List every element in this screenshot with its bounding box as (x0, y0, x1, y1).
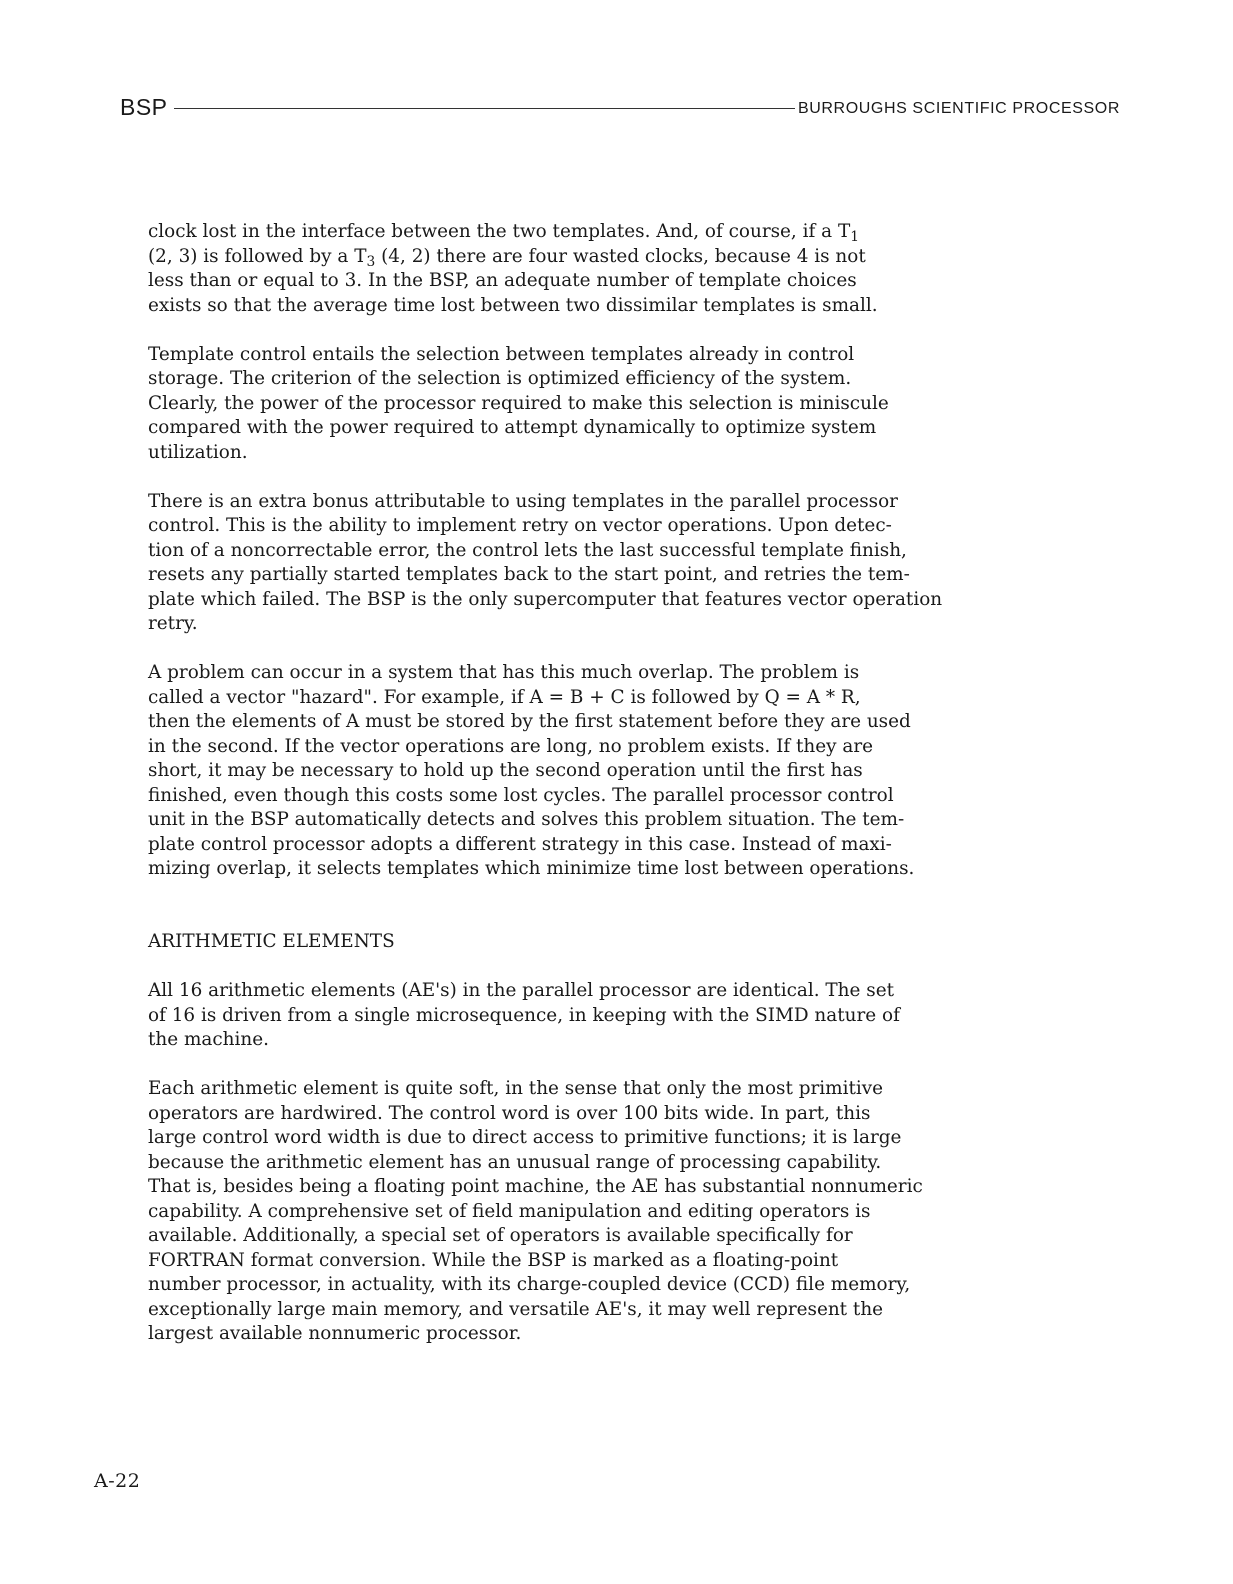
text-line: called a vector "hazard". For example, if A = B + C is followed by Q = A * R, (148, 686, 861, 708)
body-text (148, 220, 1108, 1371)
text-line: the machine. (148, 1029, 269, 1050)
text-line: compared with the power required to attempt dynamically to optimize system (148, 417, 877, 438)
header-rule (174, 108, 795, 109)
header-right-title: BURROUGHS SCIENTIFIC PROCESSOR (797, 99, 1120, 117)
text-line: control. This is the ability to implement retry on vector operations. Upon detec- (148, 515, 892, 536)
text-line: in the second. If the vector operations are long, no problem exists. If they are (148, 735, 874, 757)
text-line: plate control processor adopts a different strategy in this case. Instead of maxi- (148, 833, 892, 855)
text-line: finished, even though this costs some lost cycles. The parallel processor control (148, 784, 894, 806)
text-line: (2, 3) is followed by a $T_3$ (4, 2) there are four wasted clocks, because 4 is not (148, 245, 866, 270)
page-number: A-22 (94, 1470, 141, 1492)
subscript: 3 (366, 253, 376, 270)
text-line: clock lost in the interface between the two templates. And, of course, if a $T_1$ (148, 221, 860, 245)
text-line: because the arithmetic element has an unusual range of processing capability. (148, 1151, 882, 1173)
text-line: then the elements of A must be stored by the first statement before they are used (148, 711, 911, 732)
text-line: A problem can occur in a system that has this much overlap. The problem is (148, 662, 860, 683)
page-header (120, 92, 1120, 122)
paragraph-ae-capability (148, 1077, 1108, 1347)
text-line: exceptionally large main memory, and versatile AE's, it may well represent the (148, 1298, 884, 1320)
text-line: unit in the BSP automatically detects and solves this problem situation. The tem- (148, 809, 905, 830)
text-line: available. Additionally, a special set of operators is available specifically for (148, 1225, 853, 1246)
text-line: of 16 is driven from a single microsequence, in keeping with the SIMD nature of (148, 1004, 900, 1026)
paragraph-retry-bonus (148, 490, 1108, 637)
text-line: storage. The criterion of the selection is optimized efficiency of the system. (148, 368, 852, 389)
text-line: All 16 arithmetic elements (AE's) in the parallel processor are identical. The set (148, 980, 894, 1001)
text-line: large control word width is due to direct access to primitive functions; it is large (148, 1127, 902, 1148)
text-line: exists so that the average time lost between two dissimilar templates is small. (148, 294, 878, 316)
text-line: There is an extra bonus attributable to using templates in the parallel processor (148, 490, 898, 512)
text-line: Template control entails the selection between templates already in control (148, 343, 855, 365)
paragraph-ae-identical (148, 979, 1108, 1053)
text-line: short, it may be necessary to hold up the second operation until the first has (148, 760, 863, 781)
text-line: mizing overlap, it selects templates which minimize time lost between operations. (148, 858, 915, 879)
text-line: That is, besides being a floating point machine, the AE has substantial nonnumeric (148, 1176, 923, 1197)
text-line: resets any partially started templates back to the start point, and retries the tem- (148, 564, 910, 585)
text-line: utilization. (148, 441, 248, 463)
text-line: retry. (148, 613, 198, 634)
text-line: less than or equal to 3. In the BSP, an adequate number of template choices (148, 270, 857, 291)
paragraph-template-control (148, 343, 1108, 466)
section-heading-arithmetic-elements: ARITHMETIC ELEMENTS (148, 931, 395, 952)
text-line: Each arithmetic element is quite soft, in the sense that only the most primitive (148, 1078, 884, 1099)
text-line: capability. A comprehensive set of field manipulation and editing operators is (148, 1200, 871, 1222)
subscript: 1 (850, 228, 860, 245)
text-line: Clearly, the power of the processor required to make this selection is miniscule (148, 392, 889, 414)
text-line: operators are hardwired. The control word is over 100 bits wide. In part, this (148, 1102, 871, 1124)
paragraph-template-interface (148, 220, 1108, 318)
paragraph-vector-hazard (148, 661, 1108, 882)
header-left-title: BSP (120, 93, 168, 120)
text-line: plate which failed. The BSP is the only supercomputer that features vector operation (148, 588, 943, 610)
text-line: FORTRAN format conversion. While the BSP is marked as a floating-point (148, 1249, 839, 1271)
text-line: largest available nonnumeric processor. (148, 1323, 522, 1344)
text-line: number processor, in actuality, with its charge-coupled device (CCD) file memory, (148, 1274, 911, 1295)
text-line: tion of a noncorrectable error, the control lets the last successful template finish, (148, 539, 907, 561)
